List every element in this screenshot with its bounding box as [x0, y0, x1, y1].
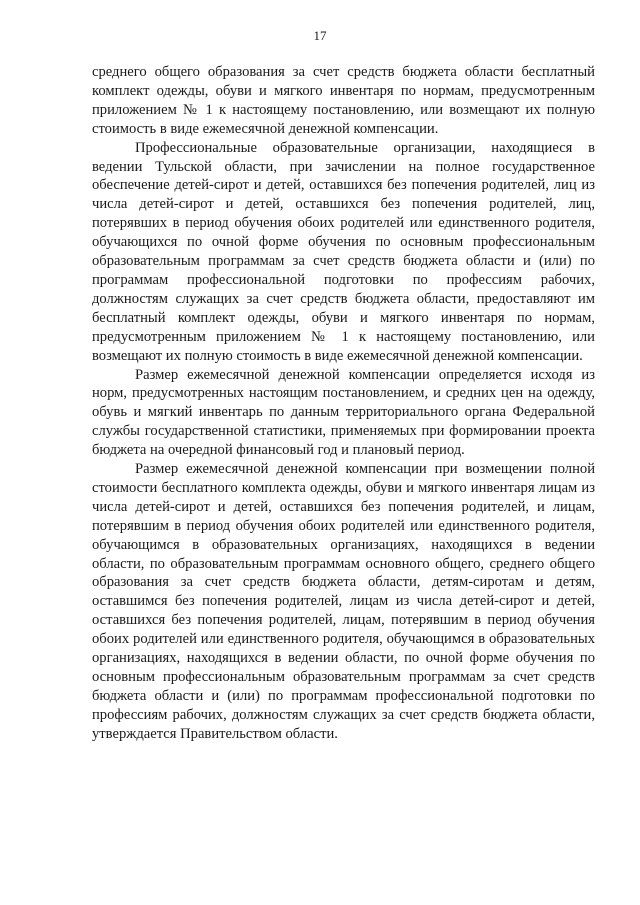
paragraph-continued: среднего общего образования за счет средств бюджета области бесплатный комплект одежды, обуви и мягкого инвентаря по нормам, предусмотренным приложением № 1 к настоящему постановлению, или возмещают их полную стоимость в виде ежемесячной денежной компенсации.	[92, 64, 595, 137]
paragraph-professional-organizations: Профессиональные образовательные организации, находящиеся в ведении Тульской области, при зачислении на полное государственное обеспечение детей-сирот и детей, оставшихся без попечения родителей, лиц из числа детей-сирот и детей, оставшихся без попечения родителей, лиц, потерявших в период обучения обоих родителей или единственного родителя, обучающихся по очной форме обучения по основным профессиональным образовательным программам за счет средств бюджета области и (или) по программам профессиональной подготовки по профессиям рабочих, должностям служащих за счет средств бюджета области, предоставляют им бесплатный комплект одежды, обуви и мягкого инвентаря по нормам, предусмотренным приложением № 1 к настоящему постановлению, или возмещают их полную стоимость в виде ежемесячной денежной компенсации.	[92, 139, 595, 364]
page-number: 17	[313, 28, 327, 43]
paragraph-compensation-approval: Размер ежемесячной денежной компенсации при возмещении полной стоимости бесплатного комплекта одежды, обуви и мягкого инвентаря лицам из числа детей-сирот и детей, оставшихся без попечения родителей, и лицам, потерявшим в период обучения обоих родителей или единственного родителя, обучающимся в образовательных организациях, находящихся в ведении области, по образовательным программам основного общего, среднего общего образования за счет средств бюджета области, детям-сиротам и детям, оставшимся без попечения родителей, лицам из числа детей-сирот и детей, оставшихся без попечения родителей, лицам, потерявшим в период обучения обоих родителей или единственного родителя, обучающимся в образовательных организациях, находящихся в ведении области, по очной форме обучения по основным профессиональным образовательным программам за счет средств бюджета области и (или) по программам профессиональной подготовки по профессиям рабочих, должностям служащих за счет средств бюджета области, утверждается Правительством области.	[92, 461, 595, 742]
document-body	[92, 63, 595, 744]
paragraph-compensation-size: Размер ежемесячной денежной компенсации определяется исходя из норм, предусмотренных настоящим постановлением, и средних цен на одежду, обувь и мягкий инвентарь по данным территориального органа Федеральной службы государственной статистики, применяемых при формировании проекта бюджета на очередной финансовый год и плановый период.	[92, 366, 595, 459]
